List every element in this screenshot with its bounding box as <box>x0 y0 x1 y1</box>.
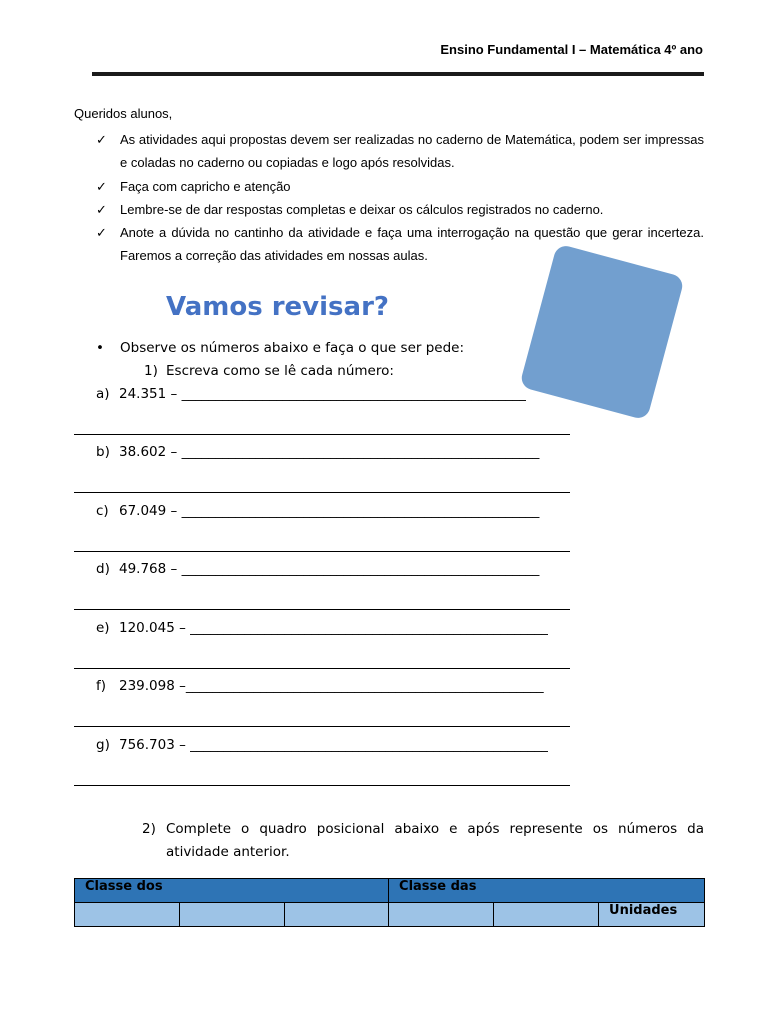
greeting: Queridos alunos, <box>74 106 173 121</box>
answer-line[interactable]: 756.703 – _____________________________________________________ <box>119 737 548 753</box>
table-cell[interactable] <box>494 903 599 927</box>
item-label: e) <box>96 620 110 636</box>
table-cell[interactable] <box>285 903 389 927</box>
answer-line[interactable]: 67.049 – _____________________________________________________ <box>119 503 540 519</box>
answer-continuation-line[interactable] <box>74 551 570 552</box>
place-value-table <box>74 878 705 927</box>
answer-continuation-line[interactable] <box>74 785 570 786</box>
instruction-text: Anote a dúvida no cantinho da atividade e faça uma interrogação na questão que gerar incerteza. Faremos a correção das atividades em nossas aulas. <box>120 225 704 263</box>
question-text: Escreva como se lê cada número: <box>166 363 394 379</box>
instruction-item <box>96 128 704 174</box>
decorative-card <box>519 243 685 420</box>
answer-line[interactable]: 38.602 – _____________________________________________________ <box>119 444 540 460</box>
question-2 <box>142 818 704 864</box>
answer-continuation-line[interactable] <box>74 726 570 727</box>
answer-line[interactable]: 120.045 – _____________________________________________________ <box>119 620 548 636</box>
item-label: a) <box>96 386 110 402</box>
item-label: c) <box>96 503 109 519</box>
instruction-text: Faça com capricho e atenção <box>120 179 291 194</box>
table-row <box>75 879 705 903</box>
item-label: d) <box>96 561 110 577</box>
item-label: f) <box>96 678 107 694</box>
question-number: 1) <box>144 363 158 379</box>
check-icon: ✓ <box>96 132 107 147</box>
class-header-cell: Classe das <box>389 879 705 903</box>
answer-continuation-line[interactable] <box>74 668 570 669</box>
units-cell[interactable]: Unidades <box>599 903 705 927</box>
table-row <box>75 903 705 927</box>
table-cell[interactable] <box>75 903 180 927</box>
question-text: Complete o quadro posicional abaixo e após represente os números da atividade anterior. <box>166 821 704 860</box>
question-number: 2) <box>142 821 156 837</box>
answer-line[interactable]: 24.351 – ___________________________________________________ <box>119 386 526 402</box>
table-cell[interactable] <box>180 903 285 927</box>
instruction-text: As atividades aqui propostas devem ser realizadas no caderno de Matemática, podem ser impressas e coladas no caderno ou copiadas e logo após resolvidas. <box>120 132 704 170</box>
document-header: Ensino Fundamental I – Matemática 4º ano <box>440 42 703 57</box>
answer-continuation-line[interactable] <box>74 434 570 435</box>
section-title: Vamos revisar? <box>166 292 389 322</box>
check-icon: ✓ <box>96 202 107 217</box>
instruction-item <box>96 175 704 198</box>
check-icon: ✓ <box>96 225 107 240</box>
item-label: b) <box>96 444 110 460</box>
check-icon: ✓ <box>96 179 107 194</box>
answer-line[interactable]: 239.098 –_____________________________________________________ <box>119 678 544 694</box>
class-header-cell: Classe dos <box>75 879 389 903</box>
header-divider <box>92 72 704 76</box>
bullet-icon: • <box>96 340 104 356</box>
activity-instruction: Observe os números abaixo e faça o que ser pede: <box>120 340 465 356</box>
answer-continuation-line[interactable] <box>74 609 570 610</box>
answer-continuation-line[interactable] <box>74 492 570 493</box>
item-label: g) <box>96 737 110 753</box>
instruction-text: Lembre-se de dar respostas completas e deixar os cálculos registrados no caderno. <box>120 202 604 217</box>
answer-line[interactable]: 49.768 – _____________________________________________________ <box>119 561 540 577</box>
table-cell[interactable] <box>389 903 494 927</box>
instruction-item <box>96 198 704 221</box>
